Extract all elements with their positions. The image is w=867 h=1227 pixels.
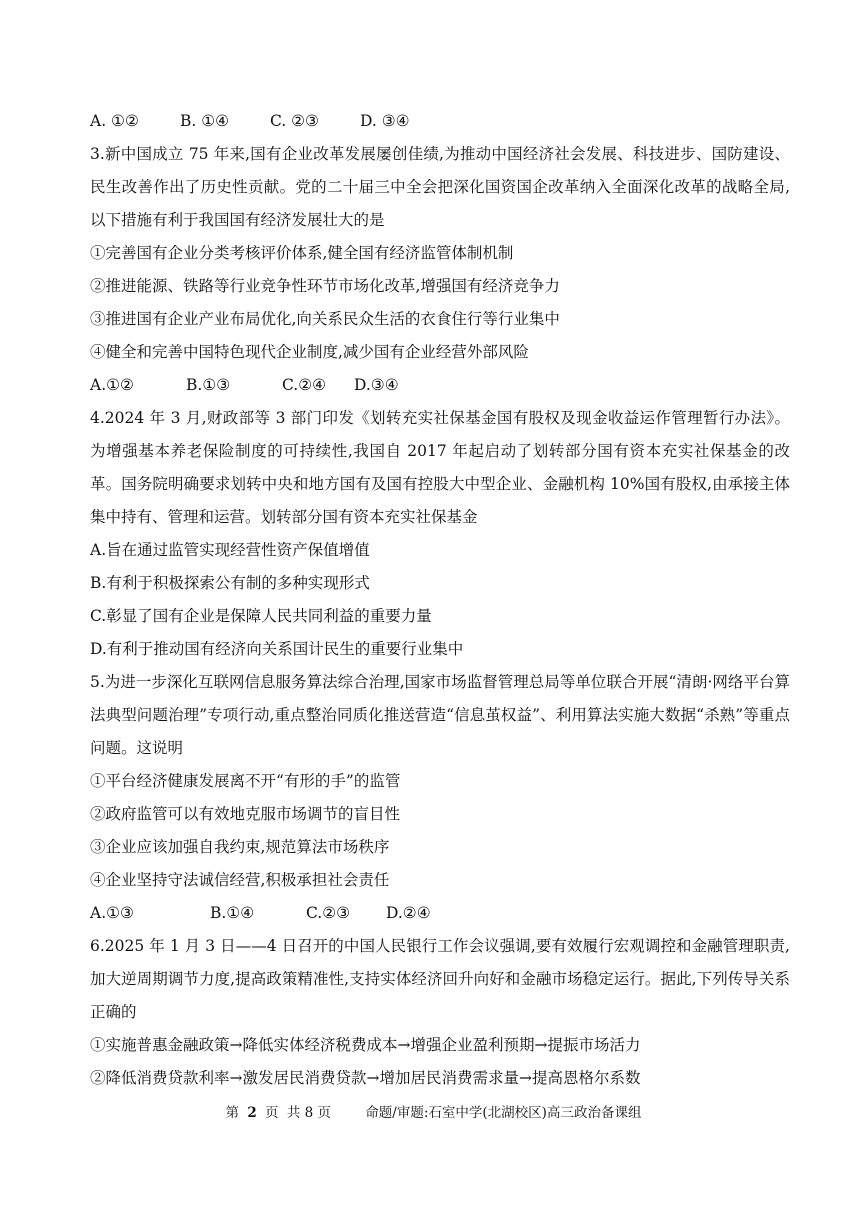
footer-page-label: 第 — [225, 1105, 240, 1121]
q5-option-a: A.①③ — [90, 904, 134, 922]
q2-option-d: D. ③④ — [360, 112, 410, 130]
q3-option-a: A.①② — [90, 376, 134, 394]
q5-item-3: ③企业应该加强自我约束,规范算法市场秩序 — [90, 838, 390, 856]
q5-options — [90, 897, 790, 930]
q2-option-a: A. ①② — [90, 112, 139, 130]
page-content — [90, 105, 790, 1095]
q3-item-3: ③推进国有企业产业布局优化,向关系民众生活的衣食住行等行业集中 — [90, 310, 560, 328]
q5-item-2: ②政府监管可以有效地克服市场调节的盲目性 — [90, 805, 401, 823]
q3-item-4: ④健全和完善中国特色现代企业制度,减少国有企业经营外部风险 — [90, 343, 529, 361]
page-footer — [0, 1103, 867, 1123]
footer-credit: 命题/审题:石室中学(北湖校区)高三政治备课组 — [365, 1105, 642, 1121]
q2-options — [90, 105, 790, 138]
q5-stem: 5.为进一步深化互联网信息服务算法综合治理,国家市场监督管理总局等单位联合开展“清朗·网络平台算法典型问题治理”专项行动,重点整治同质化推送营造“信息茧权益”、利用算法实施大数据“杀熟”等重点问题。这说明 — [90, 673, 790, 757]
q5-option-d: D.②④ — [386, 904, 431, 922]
q6-item-1: ①实施普惠金融政策→降低实体经济税费成本→增强企业盈利预期→提振市场活力 — [90, 1036, 641, 1054]
q2-option-c: C. ②③ — [270, 112, 319, 130]
q4-choice-a: A.旨在通过监管实现经营性资产保值增值 — [90, 541, 370, 559]
footer-page-number: 2 — [247, 1105, 257, 1121]
q4-stem: 4.2024 年 3 月,财政部等 3 部门印发《划转充实社保基金国有股权及现金收益运作管理暂行办法》。为增强基本养老保险制度的可持续性,我国自 2017 年起启动了划转部分国有资本充实社保基金的改革。国务院明确要求划转中央和地方国有及国有控股大中型企业、金融机构 10%国有股权,由承接主体集中持有、管理和运营。划转部分国有资本充实社保基金 — [90, 409, 790, 526]
q4-choice-d: D.有利于推动国有经济向关系国计民生的重要行业集中 — [90, 640, 464, 658]
q3-item-1: ①完善国有企业分类考核评价体系,健全国有经济监管体制机制 — [90, 244, 514, 262]
q6-item-2: ②降低消费贷款利率→激发居民消费贷款→增加居民消费需求量→提高恩格尔系数 — [90, 1069, 641, 1087]
q2-option-b: B. ①④ — [180, 112, 230, 130]
footer-total-pages: 共 8 页 — [286, 1105, 332, 1121]
q5-item-1: ①平台经济健康发展离不开“有形的手”的监管 — [90, 772, 401, 790]
q3-option-c: C.②④ — [282, 376, 327, 394]
q3-item-2: ②推进能源、铁路等行业竞争性环节市场化改革,增强国有经济竞争力 — [90, 277, 560, 295]
q3-stem: 3.新中国成立 75 年来,国有企业改革发展屡创佳绩,为推动中国经济社会发展、科技进步、国防建设、民生改善作出了历史性贡献。党的二十届三中全会把深化国资国企改革纳入全面深化改革的战略全局,以下措施有利于我国国有经济发展壮大的是 — [90, 145, 790, 229]
footer-page-unit: 页 — [265, 1105, 279, 1121]
q4-choice-b: B.有利于积极探索公有制的多种实现形式 — [90, 574, 370, 592]
q3-options — [90, 369, 790, 402]
q5-item-4: ④企业坚持守法诚信经营,积极承担社会责任 — [90, 871, 390, 889]
q3-option-b: B.①③ — [186, 376, 231, 394]
q6-stem: 6.2025 年 1 月 3 日——4 日召开的中国人民银行工作会议强调,要有效履行宏观调控和金融管理职责,加大逆周期调节力度,提高政策精准性,支持实体经济回升向好和金融市场稳定运行。据此,下列传导关系正确的 — [90, 937, 790, 1021]
q4-choice-c: C.彰显了国有企业是保障人民共同利益的重要力量 — [90, 607, 432, 625]
q3-option-d: D.③④ — [354, 376, 399, 394]
q5-option-c: C.②③ — [306, 904, 351, 922]
q5-option-b: B.①④ — [210, 904, 255, 922]
